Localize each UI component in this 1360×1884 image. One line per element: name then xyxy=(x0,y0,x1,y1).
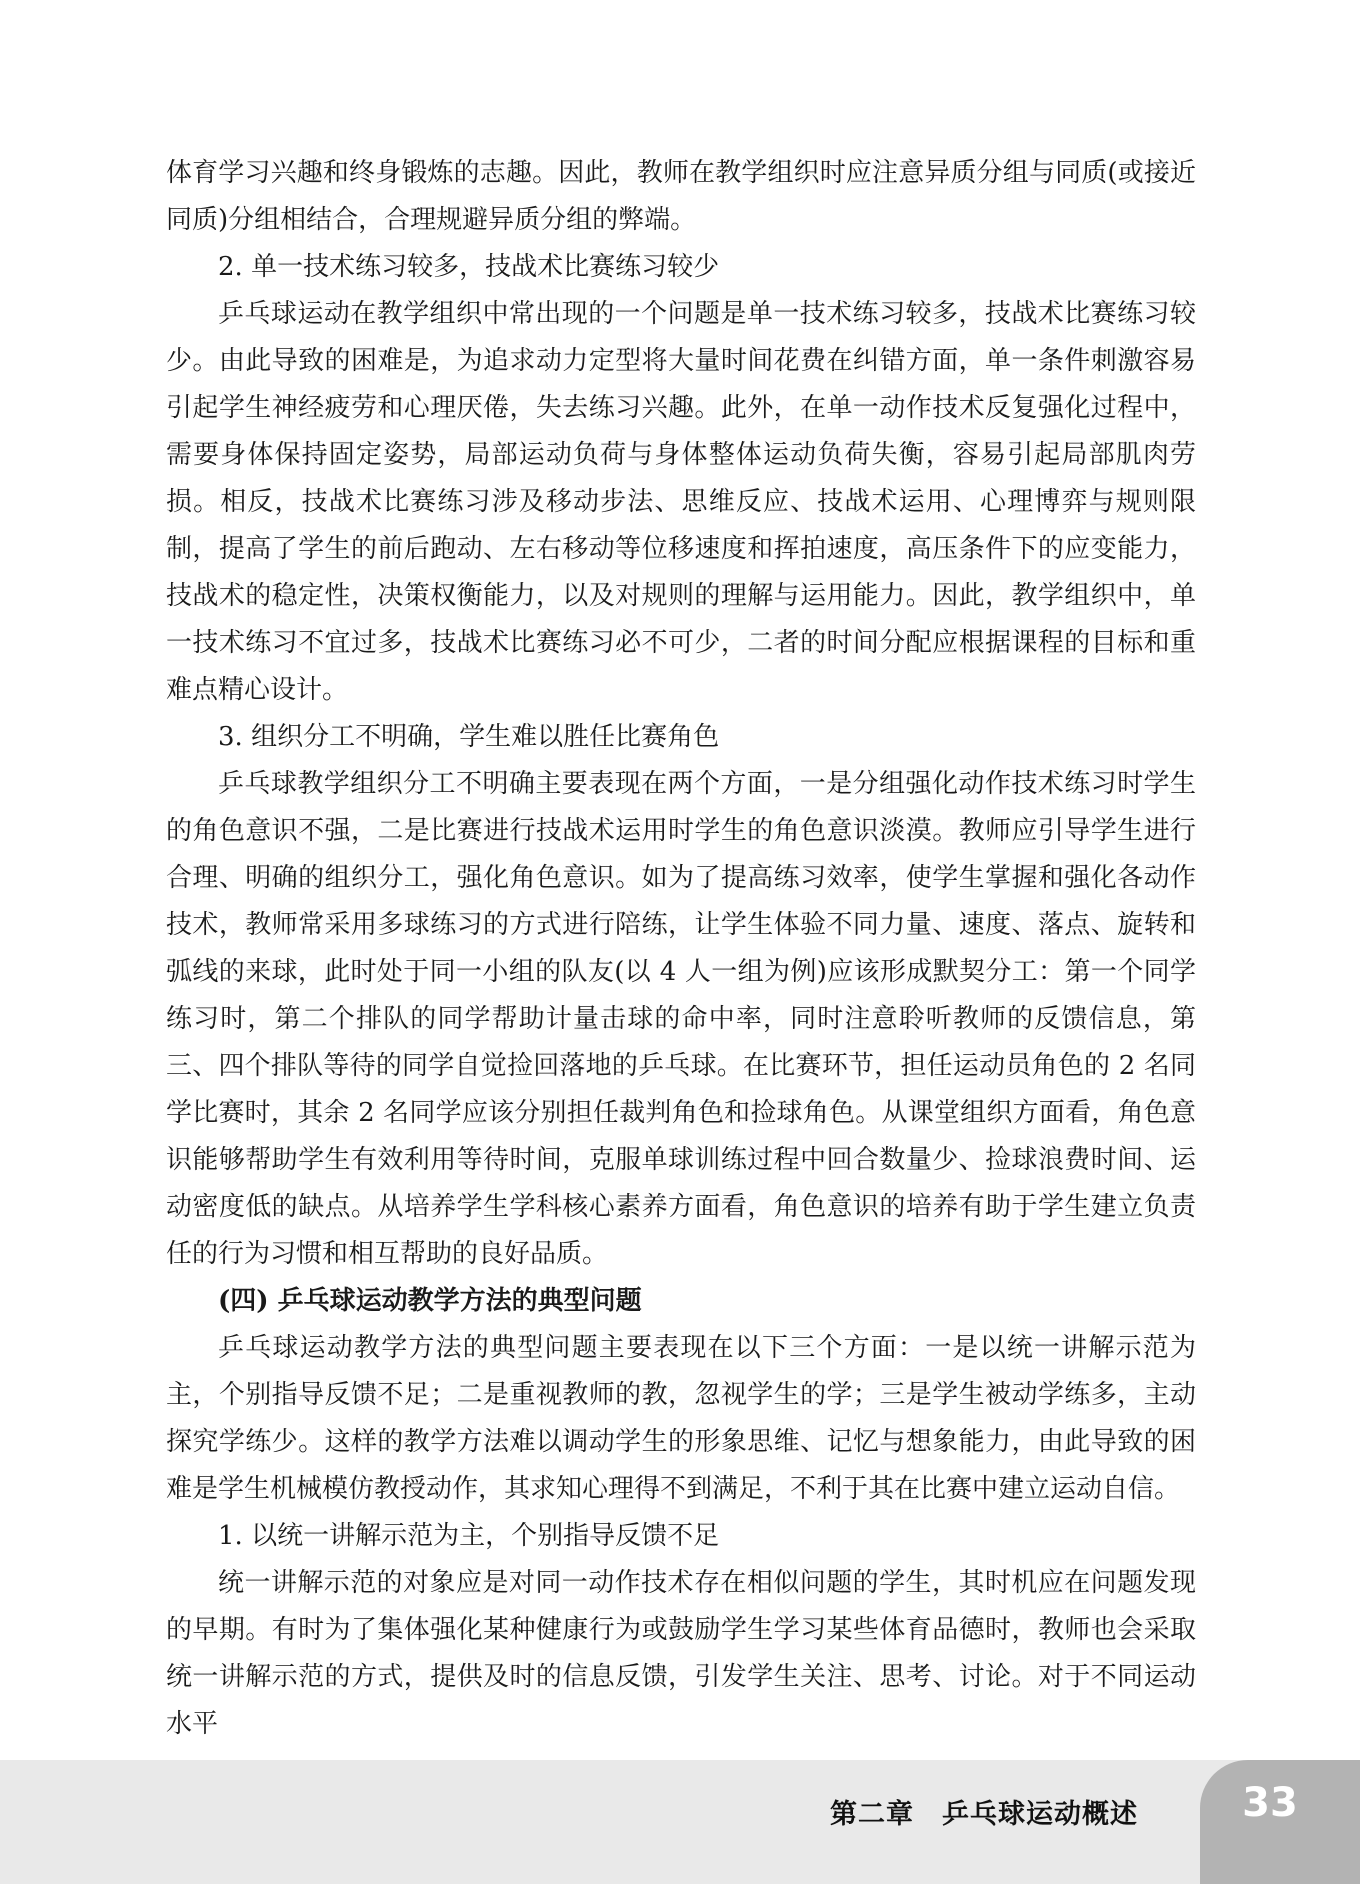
subsection-title: (四) 乒乓球运动教学方法的典型问题 xyxy=(218,1286,642,1316)
paragraph: 乒乓球教学组织分工不明确主要表现在两个方面，一是分组强化动作技术练习时学生的角色意识不强，二是比赛进行技战术运用时学生的角色意识淡漠。教师应引导学生进行合理、明确的组织分工，强化角色意识。如为了提高练习效率，使学生掌握和强化各动作技术，教师常采用多球练习的方式进行陪练，让学生体验不同力量、速度、落点、旋转和弧线的来球，此时处于同一小组的队友(以 4 人一组为例)应该形成默契分工：第一个同学练习时，第二个排队的同学帮助计量击球的命中率，同时注意聆听教师的反馈信息，第三、四个排队等待的同学自觉捡回落地的乒乓球。在比赛环节，担任运动员角色的 2 名同学比赛时，其余 2 名同学应该分别担任裁判角色和捡球角色。从课堂组织方面看，角色意识能够帮助学生有效利用等待时间，克服单球训练过程中回合数量少、捡球浪费时间、运动密度低的缺点。从培养学生学科核心素养方面看，角色意识的培养有助于学生建立负责任的行为习惯和相互帮助的良好品质。 xyxy=(166,769,1196,1269)
page-number-tab xyxy=(1200,1760,1360,1884)
page-footer xyxy=(0,1760,1360,1884)
paragraph: 乒乓球运动在教学组织中常出现的一个问题是单一技术练习较多，技战术比赛练习较少。由此导致的困难是，为追求动力定型将大量时间花费在纠错方面，单一条件刺激容易引起学生神经疲劳和心理厌倦，失去练习兴趣。此外，在单一动作技术反复强化过程中，需要身体保持固定姿势，局部运动负荷与身体整体运动负荷失衡，容易引起局部肌肉劳损。相反，技战术比赛练习涉及移动步法、思维反应、技战术运用、心理博弈与规则限制，提高了学生的前后跑动、左右移动等位移速度和挥拍速度，高压条件下的应变能力，技战术的稳定性，决策权衡能力，以及对规则的理解与运用能力。因此，教学组织中，单一技术练习不宜过多，技战术比赛练习必不可少，二者的时间分配应根据课程的目标和重难点精心设计。 xyxy=(166,299,1196,705)
section-heading: 2. 单一技术练习较多，技战术比赛练习较少 xyxy=(218,252,720,282)
paragraph: 统一讲解示范的对象应是对同一动作技术存在相似问题的学生，其时机应在问题发现的早期。有时为了集体强化某种健康行为或鼓励学生学习某些体育品德时，教师也会采取统一讲解示范的方式，提供及时的信息反馈，引发学生关注、思考、讨论。对于不同运动水平 xyxy=(166,1568,1196,1739)
section-heading: 1. 以统一讲解示范为主，个别指导反馈不足 xyxy=(218,1521,720,1551)
section-heading: 3. 组织分工不明确，学生难以胜任比赛角色 xyxy=(218,722,720,752)
chapter-title: 第二章 乒乓球运动概述 xyxy=(830,1799,1138,1830)
paragraph: 体育学习兴趣和终身锻炼的志趣。因此，教师在教学组织时应注意异质分组与同质(或接近同质)分组相结合，合理规避异质分组的弊端。 xyxy=(166,158,1196,235)
paragraph: 乒乓球运动教学方法的典型问题主要表现在以下三个方面：一是以统一讲解示范为主，个别指导反馈不足；二是重视教师的教，忽视学生的学；三是学生被动学练多，主动探究学练少。这样的教学方法难以调动学生的形象思维、记忆与想象能力，由此导致的困难是学生机械模仿教授动作，其求知心理得不到满足，不利于其在比赛中建立运动自信。 xyxy=(166,1333,1196,1504)
page-number: 33 xyxy=(1242,1780,1298,1826)
page-body xyxy=(166,150,1196,1748)
